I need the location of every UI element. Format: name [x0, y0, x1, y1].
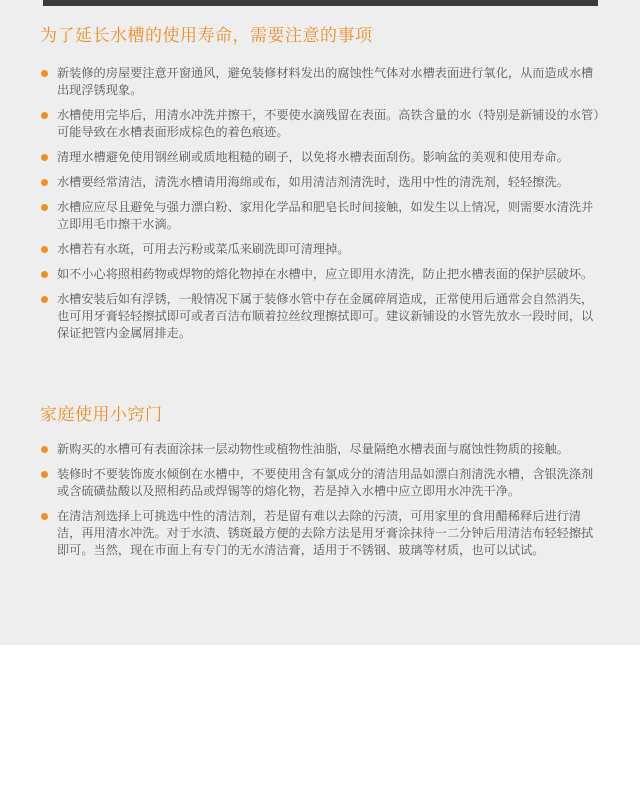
bullet-dot-icon	[41, 471, 48, 478]
list-item	[37, 241, 600, 258]
list-item	[37, 266, 600, 283]
list-item-text: 装修时不要装饰废水倾倒在水槽中，不要使用含有氯成分的清洁用品如漂白剂清洗水槽，含银洗涤剂或含硫磺盐酸以及照相药品或焊锡等的熔化物，若是掉入水槽中应立即用水冲洗干净。	[57, 467, 594, 498]
list-item-text: 水槽安装后如有浮锈，一般情况下属于装修水管中存在金属碎屑造成，正常使用后通常会自然消失，也可用牙膏轻轻擦拭即可或者百洁布顺着拉丝纹理擦拭即可。建议新铺设的水管先放水一段时间，以保证把管内金属屑排走。	[57, 292, 594, 340]
list-item	[37, 65, 600, 99]
bullet-dot-icon	[41, 204, 48, 211]
top-bar	[43, 0, 598, 6]
list-item	[37, 466, 600, 500]
list-item-text: 新购买的水槽可有表面涂抹一层动物性或植物性油脂，尽量隔绝水槽表面与腐蚀性物质的接触。	[57, 442, 569, 456]
section-home-tips	[37, 404, 600, 567]
list-item	[37, 149, 600, 166]
bullet-dot-icon	[41, 246, 48, 253]
list-item	[37, 291, 600, 342]
bullet-dot-icon	[41, 296, 48, 303]
bullet-dot-icon	[41, 513, 48, 520]
bullet-dot-icon	[41, 446, 48, 453]
list-item-text: 水槽若有水斑，可用去污粉或菜瓜来刷洗即可清理掉。	[57, 242, 350, 256]
list-item-text: 如不小心将照相药物或焊物的熔化物掉在水槽中，应立即用水清洗，防止把水槽表面的保护层破坏。	[57, 267, 594, 281]
list-item	[37, 174, 600, 191]
list-item	[37, 199, 600, 233]
list-item-text: 在清洁剂选择上可挑选中性的清洁剂，若是留有难以去除的污渍，可用家里的食用醋稀释后进行清洁，再用清水冲洗。对于水渍、锈斑最方便的去除方法是用牙膏涂抹待一二分钟后用清洁布轻轻擦拭即可。当然，现在市面上有专门的无水清洁膏，适用于不锈钢、玻璃等材质，也可以试试。	[57, 509, 594, 557]
bullet-dot-icon	[41, 179, 48, 186]
bullet-dot-icon	[41, 112, 48, 119]
list-item-text: 水槽应应尽且避免与强力漂白粉、家用化学品和肥皂长时间接触，如发生以上情况，则需要水清洗并立即用毛巾擦干水滴。	[57, 200, 594, 231]
bullet-dot-icon	[41, 70, 48, 77]
list-item-text: 水槽要经常清洁，清洗水槽请用海绵或布，如用清洁剂清洗时，选用中性的清洗剂，轻轻擦洗。	[57, 175, 569, 189]
list-item-text: 新装修的房屋要注意开窗通风，避免装修材料发出的腐蚀性气体对水槽表面进行氧化，从而造成水槽出现浮锈现象。	[57, 66, 594, 97]
list-item-text: 水槽使用完毕后，用清水冲洗并擦干，不要使水滴残留在表面。高铁含量的水（特别是新铺设的水管）可能导致在水槽表面形成棕色的着色痕迹。	[57, 108, 600, 139]
list-item	[37, 508, 600, 559]
section-care-notes	[37, 25, 600, 350]
list-item	[37, 107, 600, 141]
section-title: 家庭使用小窍门	[40, 405, 163, 425]
bullet-dot-icon	[41, 271, 48, 278]
section-title: 为了延长水槽的使用寿命，需要注意的事项	[40, 26, 373, 46]
bullet-dot-icon	[41, 154, 48, 161]
list-item	[37, 441, 600, 458]
list-item-text: 清理水槽避免使用钢丝刷或质地粗糙的刷子，以免将水槽表面刮伤。影响盆的美观和使用寿命。	[57, 150, 569, 164]
